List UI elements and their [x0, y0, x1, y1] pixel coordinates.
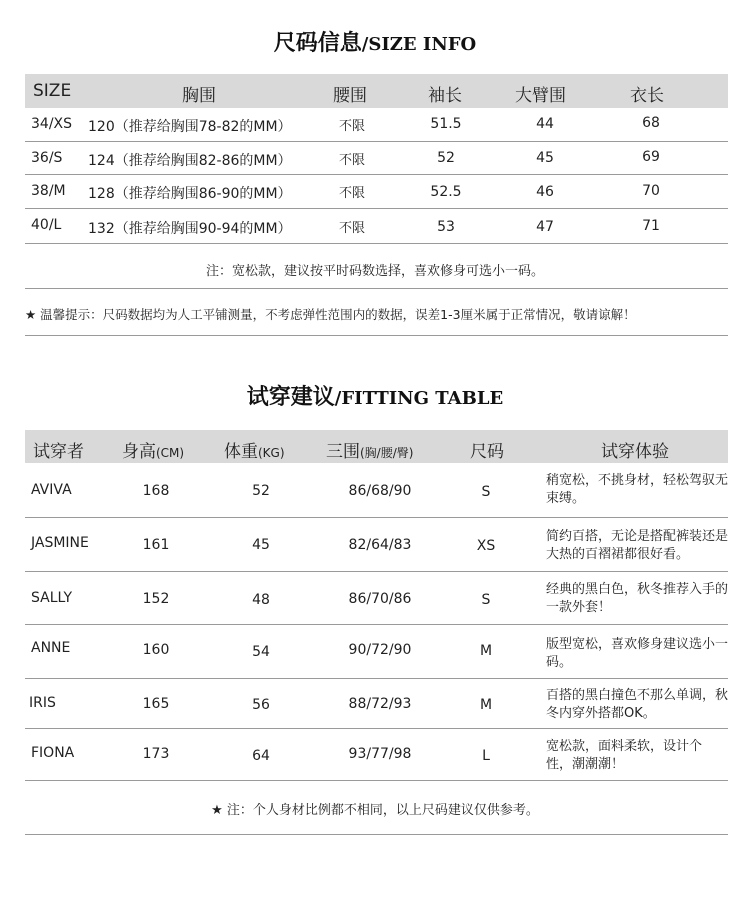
fitting-row-measure: 86/70/86 — [348, 591, 412, 607]
fitting-row-weight: 52 — [252, 483, 270, 499]
fitting-row-weight: 54 — [252, 644, 270, 660]
size-row-size: 34/XS — [31, 116, 73, 132]
row-divider — [25, 728, 728, 729]
fitting-row-weight: 56 — [252, 697, 270, 713]
fitting-row-size: XS — [476, 538, 496, 554]
size-table-header — [25, 74, 728, 108]
row-divider — [25, 141, 728, 142]
fitting-header-height — [122, 437, 184, 462]
size-row-length: 68 — [642, 115, 660, 131]
fitting-row-measure: 90/72/90 — [348, 642, 412, 658]
fitting-row-name: IRIS — [29, 695, 56, 711]
fitting-row-size: S — [481, 592, 491, 608]
size-row-arm: 45 — [536, 150, 554, 166]
fitting-title-cn: 试穿建议 — [246, 385, 335, 410]
fitting-header-height-label: 身高 — [122, 442, 156, 462]
section-divider — [25, 834, 728, 835]
size-row-size: 36/S — [31, 150, 63, 166]
fitting-header-weight-label: 体重 — [224, 442, 258, 462]
size-header-size: SIZE — [33, 81, 72, 101]
fitting-row-height: 152 — [142, 591, 170, 607]
fitting-row-height: 161 — [142, 537, 170, 553]
size-row-chest: 120（推荐给胸围78-82的MM） — [88, 119, 292, 135]
fitting-row-measure: 82/64/83 — [348, 537, 412, 553]
fitting-row-size: S — [481, 484, 491, 500]
measurement-tip: ★ 温馨提示：尺码数据均为人工平铺测量，不考虑弹性范围内的数据，误差1-3厘米属于正常情况，敬请谅解！ — [25, 307, 636, 322]
fitting-header-measure-label: 三围 — [326, 442, 360, 462]
row-divider — [25, 571, 728, 572]
size-row-chest: 132（推荐给胸围90-94的MM） — [88, 221, 292, 237]
fitting-title-en: /FITTING TABLE — [334, 388, 504, 409]
size-row-waist: 不限 — [338, 186, 365, 201]
size-row-sleeve: 51.5 — [430, 116, 462, 132]
size-header-chest: 胸围 — [182, 86, 216, 106]
fitting-header-name: 试穿者 — [33, 442, 84, 462]
size-row-chest: 128（推荐给胸围86-90的MM） — [88, 186, 292, 202]
size-row-chest: 124（推荐给胸围82-86的MM） — [88, 153, 292, 169]
row-divider — [25, 780, 728, 781]
fitting-header-measure-unit: (胸/腰/臀) — [360, 446, 414, 460]
row-divider — [25, 174, 728, 175]
fitting-row-size: M — [479, 697, 493, 713]
fitting-row-size: M — [479, 643, 493, 659]
size-info-title-cn: 尺码信息 — [273, 31, 362, 56]
size-row-waist: 不限 — [338, 153, 365, 168]
section-divider — [25, 335, 728, 336]
fitting-row-name: ANNE — [31, 640, 71, 656]
fitting-row-height: 165 — [142, 696, 170, 712]
fitting-row-height: 173 — [142, 746, 170, 762]
fitting-row-experience: 经典的黑白色，秋冬推荐入手的一款外套！ — [546, 582, 729, 615]
fitting-row-measure: 86/68/90 — [348, 483, 412, 499]
fitting-row-measure: 93/77/98 — [348, 746, 412, 762]
fitting-note: ★ 注：个人身材比例都不相同，以上尺码建议仅供参考。 — [211, 803, 539, 818]
fitting-row-measure: 88/72/93 — [348, 696, 412, 712]
fitting-row-name: JASMINE — [31, 535, 89, 551]
size-row-length: 69 — [642, 149, 660, 165]
row-divider — [25, 517, 728, 518]
fitting-row-weight: 45 — [252, 537, 270, 553]
fitting-row-name: AVIVA — [31, 482, 72, 498]
size-info-title-en: /SIZE INFO — [361, 34, 477, 55]
fitting-header-height-unit: (CM) — [156, 446, 185, 460]
size-note: 注：宽松款，建议按平时码数选择，喜欢修身可选小一码。 — [205, 264, 544, 279]
fitting-row-experience: 稍宽松，不挑身材，轻松驾驭无束缚。 — [546, 473, 729, 506]
fitting-row-weight: 48 — [252, 592, 270, 608]
size-row-arm: 44 — [536, 116, 554, 132]
size-row-sleeve: 53 — [437, 219, 455, 235]
section-divider — [25, 288, 728, 289]
size-row-sleeve: 52.5 — [430, 184, 462, 200]
size-info-title — [0, 26, 750, 57]
fitting-header-weight — [224, 437, 285, 462]
size-row-waist: 不限 — [338, 119, 365, 134]
fitting-row-experience: 百搭的黑白撞色不那么单调，秋冬内穿外搭都OK。 — [546, 688, 729, 721]
fitting-row-height: 160 — [142, 642, 170, 658]
size-row-arm: 47 — [536, 219, 554, 235]
fitting-header-experience: 试穿体验 — [601, 442, 669, 462]
fitting-header-size: 尺码 — [470, 442, 504, 462]
size-row-waist: 不限 — [338, 221, 365, 236]
row-divider — [25, 243, 728, 244]
size-header-sleeve: 袖长 — [428, 86, 462, 106]
size-row-size: 38/M — [31, 183, 66, 199]
size-header-length: 衣长 — [630, 86, 664, 106]
fitting-row-experience: 简约百搭，无论是搭配裤装还是大热的百褶裙都很好看。 — [546, 529, 729, 562]
size-header-arm: 大臂围 — [515, 86, 566, 106]
row-divider — [25, 624, 728, 625]
fitting-header-weight-unit: (KG) — [258, 446, 285, 460]
size-row-length: 70 — [642, 183, 660, 199]
row-divider — [25, 678, 728, 679]
fitting-row-experience: 版型宽松，喜欢修身建议选小一码。 — [546, 637, 729, 670]
fitting-header-measure — [326, 437, 413, 462]
size-row-sleeve: 52 — [437, 150, 455, 166]
fitting-row-name: FIONA — [31, 745, 75, 761]
fitting-row-size: L — [482, 748, 490, 764]
fitting-row-weight: 64 — [252, 748, 270, 764]
fitting-title — [0, 380, 750, 411]
size-header-waist: 腰围 — [333, 86, 367, 106]
size-row-arm: 46 — [536, 184, 554, 200]
fitting-row-name: SALLY — [31, 590, 73, 606]
row-divider — [25, 208, 728, 209]
fitting-row-height: 168 — [142, 483, 170, 499]
size-row-size: 40/L — [31, 217, 62, 233]
size-row-length: 71 — [642, 218, 660, 234]
fitting-row-experience: 宽松款，面料柔软，设计个性，潮潮潮！ — [546, 739, 703, 772]
